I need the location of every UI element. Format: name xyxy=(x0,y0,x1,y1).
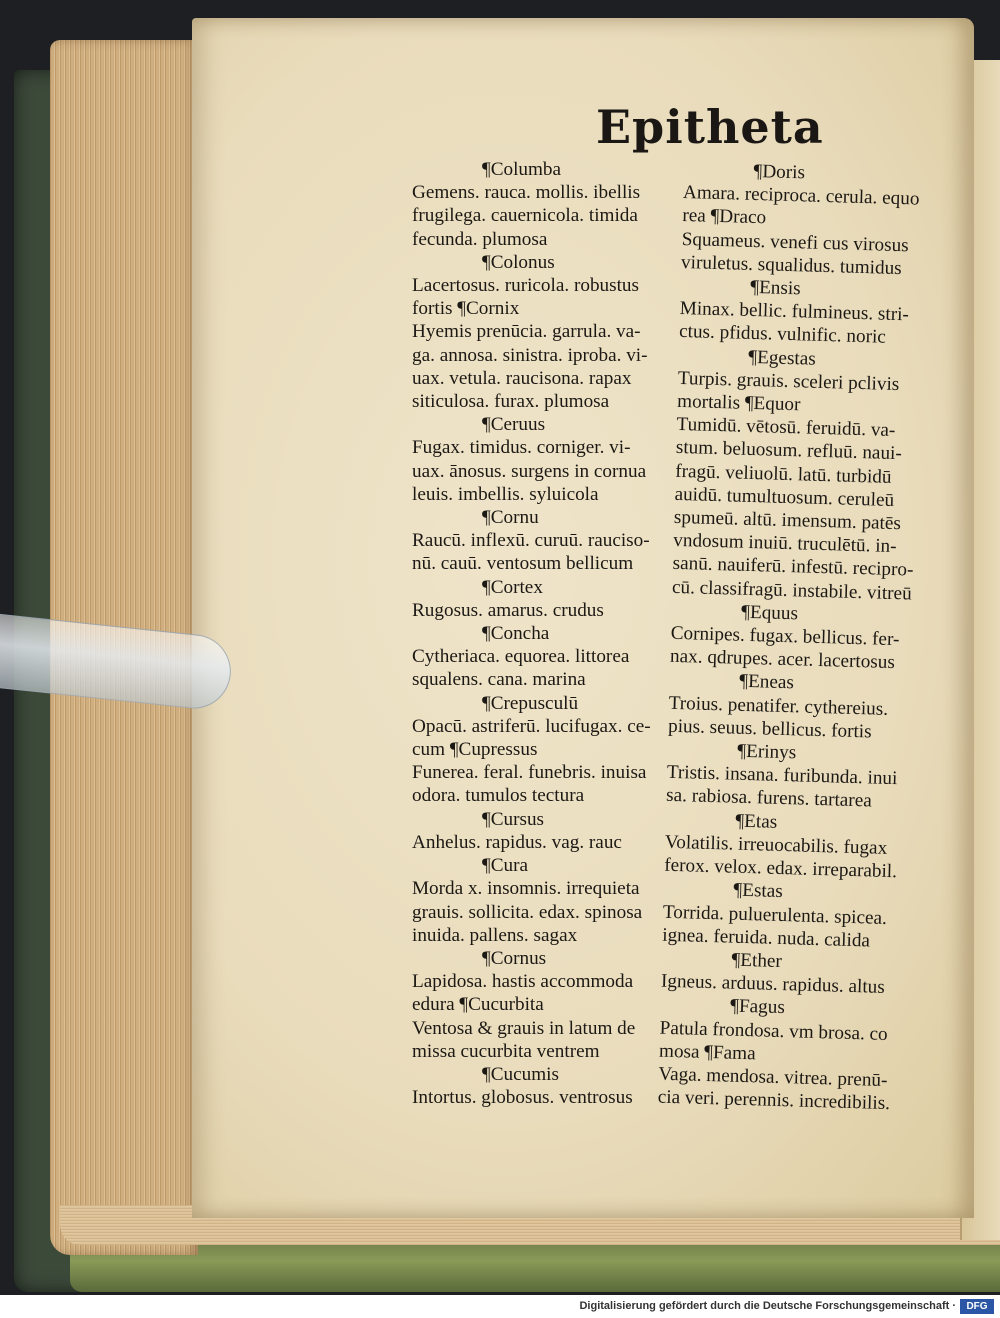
entry-heading: ¶Cornu xyxy=(482,507,539,529)
text-line: ferox. velox. edax. irreparabil. xyxy=(663,854,898,883)
text-line: Turpis. grauis. sceleri pclivis xyxy=(677,367,900,395)
entry-heading: ¶Ensis xyxy=(750,276,801,300)
text-line: auidū. tumultuosum. ceruleū xyxy=(674,483,895,511)
cover-edge xyxy=(70,1240,1000,1292)
entry-heading: ¶Cornus xyxy=(482,947,547,969)
entry-heading: ¶Columba xyxy=(482,159,562,180)
entry-heading: ¶Equus xyxy=(741,601,799,625)
text-line: Ventosa & grauis in latum de xyxy=(412,1017,636,1039)
text-line: Funerea. feral. funebris. inuisa xyxy=(412,762,647,784)
text-line: Squameus. venefi cus virosus xyxy=(681,228,909,256)
text-line: cum ¶Cupressus xyxy=(412,739,538,761)
text-line: stum. beluosum. refluū. naui- xyxy=(675,437,903,465)
text-line: Volatilis. irreuocabilis. fugax xyxy=(664,831,888,859)
entry-heading: ¶Crepusculū xyxy=(482,692,579,714)
text-line: Cytheriaca. equorea. littorea xyxy=(412,646,630,668)
entry-heading: ¶Etas xyxy=(735,810,778,833)
text-line: Anhelus. rapidus. vag. rauc xyxy=(412,831,622,853)
text-line: uax. ānosus. surgens in cornua xyxy=(412,460,647,482)
text-line: fragū. veliuolū. latū. turbidū xyxy=(674,460,892,488)
entry-heading: ¶Fagus xyxy=(730,995,786,1019)
text-line: pius. seuus. bellicus. fortis xyxy=(667,715,872,743)
text-line: odora. tumulos tectura xyxy=(412,785,585,807)
text-line: Hyemis prenūcia. garrula. va- xyxy=(412,321,641,343)
text-line: Raucū. inflexū. curuū. rauciso- xyxy=(412,530,650,552)
text-line: mortalis ¶Equor xyxy=(676,390,801,416)
funding-credit: Digitalisierung gefördert durch die Deutsche Forschungsgemeinschaft · xyxy=(579,1300,956,1312)
text-line: edura ¶Cucurbita xyxy=(412,994,544,1016)
text-line: Vaga. mendosa. vitrea. prenū- xyxy=(658,1063,888,1091)
text-line: Rugosus. amarus. crudus xyxy=(412,599,604,621)
footer-bar xyxy=(0,1296,1000,1318)
text-line: Amara. reciproca. cerula. equo xyxy=(682,182,920,210)
text-line: inuida. pallens. sagax xyxy=(412,924,578,946)
entry-heading: ¶Ether xyxy=(731,949,783,972)
entry-heading: ¶Cortex xyxy=(482,576,543,598)
text-line: Torrida. puluerulenta. spicea. xyxy=(662,901,888,929)
text-line: vndosum inuiū. truculētū. in- xyxy=(673,530,897,558)
text-line: Cornipes. fugax. bellicus. fer- xyxy=(670,622,900,651)
right-column xyxy=(657,158,933,1116)
entry-heading: ¶Concha xyxy=(482,623,550,645)
text-line: ctus. pfidus. vulnific. noric xyxy=(678,321,887,349)
text-line: Tristis. insana. furibunda. inui xyxy=(666,762,898,790)
page-title: Epitheta xyxy=(596,100,824,154)
dfg-logo: DFG xyxy=(960,1299,994,1314)
text-line: Lacertosus. ruricola. robustus xyxy=(412,275,639,297)
entry-heading: ¶Doris xyxy=(753,160,806,184)
text-line: Igneus. arduus. rapidus. altus xyxy=(660,970,886,999)
text-line: Troius. penatifer. cythereius. xyxy=(668,692,889,720)
text-line: Lapidosa. hastis accommoda xyxy=(412,971,634,993)
entry-heading: ¶Colonus xyxy=(482,251,555,273)
text-line: Gemens. rauca. mollis. ibellis xyxy=(412,182,641,204)
text-line: leuis. imbellis. syluicola xyxy=(412,483,599,505)
text-line: Morda x. insomnis. irrequieta xyxy=(412,878,640,900)
text-line: Tumidū. vētosū. feruidū. va- xyxy=(676,414,896,442)
text-line: siticulosa. furax. plumosa xyxy=(412,391,610,413)
entry-heading: ¶Estas xyxy=(733,879,784,903)
text-line: nū. cauū. ventosum bellicum xyxy=(412,553,634,575)
text-line: missa cucurbita ventrem xyxy=(412,1040,600,1062)
entry-heading: ¶Ceruus xyxy=(482,414,546,436)
entry-heading: ¶Cura xyxy=(482,855,528,877)
text-line: spumeū. altū. imensum. patēs xyxy=(673,506,902,535)
entry-heading: ¶Cucumis xyxy=(482,1063,559,1085)
left-column xyxy=(412,158,674,1109)
text-line: mosa ¶Fama xyxy=(658,1040,756,1065)
text-line: ignea. feruida. nuda. calida xyxy=(662,924,871,952)
text-line: squalens. cana. marina xyxy=(412,669,586,691)
text-line: Patula frondosa. vm brosa. co xyxy=(659,1017,888,1045)
text-line: Opacū. astriferū. lucifugax. ce- xyxy=(412,715,651,737)
text-line: viruletus. squalidus. tumidus xyxy=(680,251,902,279)
entry-heading: ¶Egestas xyxy=(748,346,817,370)
text-line: grauis. sollicita. edax. spinosa xyxy=(412,901,643,923)
text-line: nax. qdrupes. acer. lacertosus xyxy=(669,646,896,674)
entry-heading: ¶Eneas xyxy=(739,671,795,694)
text-line: cū. classifragū. instabile. vitreū xyxy=(671,576,912,605)
text-line: cia veri. perennis. incredibilis. xyxy=(657,1086,891,1115)
text-line: rea ¶Draco xyxy=(682,205,767,229)
text-line: uax. vetula. raucisona. rapax xyxy=(412,367,632,389)
text-line: ga. annosa. sinistra. iproba. vi- xyxy=(412,344,648,366)
text-line: frugilega. cauernicola. timida xyxy=(412,205,638,227)
entry-heading: ¶Erinys xyxy=(737,740,797,764)
entry-heading: ¶Cursus xyxy=(482,808,545,830)
text-line: fecunda. plumosa xyxy=(412,228,548,250)
text-line: Intortus. globosus. ventrosus xyxy=(412,1087,633,1109)
text-line: fortis ¶Cornix xyxy=(412,298,520,320)
text-line: sa. rabiosa. furens. tartarea xyxy=(665,785,873,812)
text-line: Fugax. timidus. corniger. vi- xyxy=(412,437,631,459)
text-line: sanū. nauiferū. infestū. recipro- xyxy=(672,553,914,582)
text-line: Minax. bellic. fulmineus. stri- xyxy=(679,298,910,326)
